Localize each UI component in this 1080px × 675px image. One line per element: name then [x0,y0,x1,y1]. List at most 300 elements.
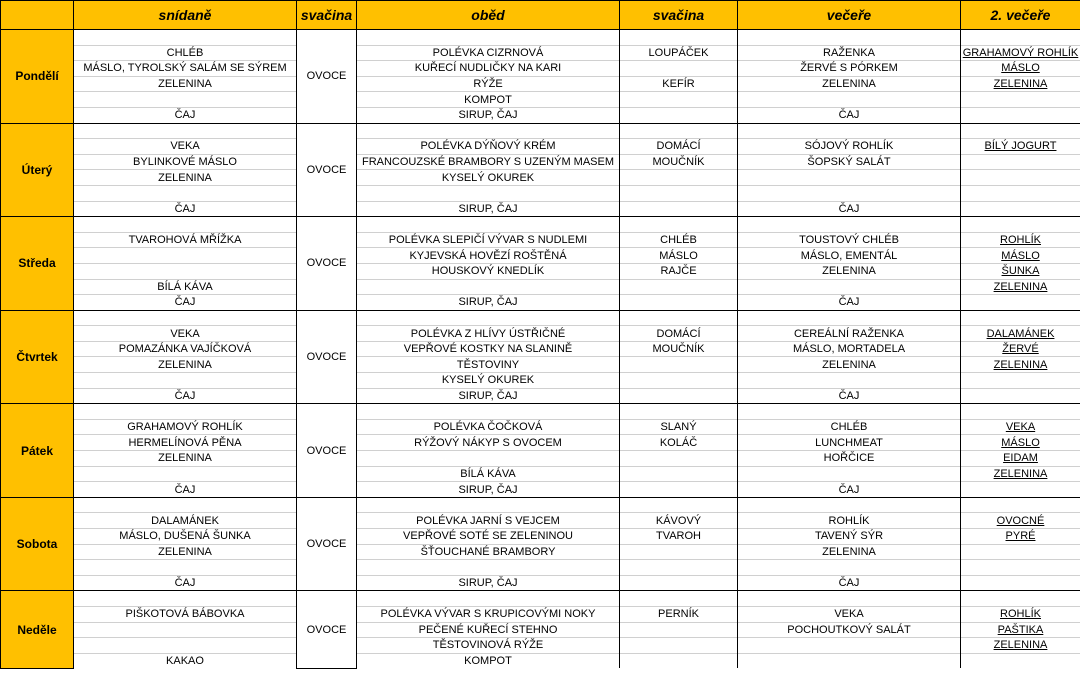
header-row [1,1,1080,30]
second-dinner-text: DALAMÁNEK [986,327,1055,340]
second-dinner-cell [961,217,1080,233]
menu-row [1,154,1080,170]
dinner-cell [738,622,961,638]
lunch-text: POLÉVKA ČOČKOVÁ [433,421,543,434]
lunch-cell [357,248,620,264]
menu-row [1,529,1080,545]
breakfast-cell [74,310,297,326]
second-dinner-text: MÁSLO [1001,62,1040,75]
dinner-text: ŠOPSKÝ SALÁT [807,156,891,169]
breakfast-text: PIŠKOTOVÁ BÁBOVKA [125,608,245,621]
dinner-text: ZELENINA [822,78,876,91]
menu-row [1,388,1080,404]
breakfast-cell [74,154,297,170]
menu-row [1,123,1080,139]
breakfast-cell [74,341,297,357]
breakfast-cell [74,638,297,654]
breakfast-text: TVAROHOVÁ MŘÍŽKA [128,234,242,247]
breakfast-cell [74,357,297,373]
lunch-text: KUŘECÍ NUDLIČKY NA KARI [414,62,562,75]
lunch-text: POLÉVKA SLEPIČÍ VÝVAR S NUDLEMI [388,234,588,247]
snack-cell [620,591,738,607]
breakfast-cell [74,373,297,389]
lunch-text: KOMPOT [464,93,512,106]
second-dinner-text: VEKA [1005,421,1036,434]
snack-cell [620,326,738,342]
snack-cell [620,575,738,591]
lunch-cell [357,638,620,654]
second-dinner-cell [961,61,1080,77]
snack-cell [620,560,738,576]
breakfast-text: BYLINKOVÉ MÁSLO [133,156,237,169]
breakfast-text: BÍLÁ KÁVA [157,280,213,293]
dinner-cell [738,404,961,420]
snack-cell [620,638,738,654]
snack-text: KEFÍR [662,78,695,91]
second-dinner-text: GRAHAMOVÝ ROHLÍK [962,46,1079,59]
snack-cell [620,107,738,123]
lunch-cell [357,451,620,467]
breakfast-cell [74,419,297,435]
day-label-sunday: Neděle [1,591,74,668]
menu-row [1,606,1080,622]
lunch-cell [357,45,620,61]
breakfast-text: DALAMÁNEK [151,514,219,527]
lunch-text: VEPŘOVÉ KOSTKY NA SLANINĚ [403,343,573,356]
lunch-text: SIRUP, ČAJ [458,109,518,122]
lunch-text: HOUSKOVÝ KNEDLÍK [431,265,545,278]
second-dinner-cell [961,466,1080,482]
snack-cell [620,217,738,233]
dinner-text: CHLÉB [830,421,868,434]
breakfast-cell [74,201,297,217]
lunch-text: POLÉVKA CIZRNOVÁ [432,46,544,59]
second-dinner-cell [961,513,1080,529]
lunch-cell [357,482,620,498]
snack-text: DOMÁCÍ [656,327,701,340]
lunch-cell [357,388,620,404]
breakfast-cell [74,451,297,467]
breakfast-text: ZELENINA [158,171,212,184]
lunch-cell [357,123,620,139]
second-dinner-cell [961,373,1080,389]
dinner-cell [738,107,961,123]
lunch-cell [357,185,620,201]
dinner-text: POCHOUTKOVÝ SALÁT [787,623,911,636]
breakfast-text: ČAJ [174,296,196,309]
menu-row [1,30,1080,46]
second-dinner-cell [961,154,1080,170]
second-dinner-text: PYRÉ [1005,530,1036,543]
breakfast-text: MÁSLO, DUŠENÁ ŠUNKA [119,530,251,543]
lunch-cell [357,513,620,529]
breakfast-cell [74,404,297,420]
dinner-text: ROHLÍK [828,514,870,527]
lunch-text: SIRUP, ČAJ [458,389,518,402]
snack-cell [620,30,738,46]
snack-cell [620,232,738,248]
breakfast-cell [74,92,297,108]
menu-row [1,373,1080,389]
dinner-text: ČAJ [838,483,860,496]
snack-cell [620,248,738,264]
breakfast-cell [74,61,297,77]
dinner-cell [738,482,961,498]
menu-row [1,638,1080,654]
breakfast-cell [74,529,297,545]
breakfast-text: VEKA [170,327,200,340]
lunch-cell [357,310,620,326]
dinner-cell [738,217,961,233]
snack-text: RAJČE [660,265,697,278]
second-dinner-text: ZELENINA [993,467,1048,480]
dinner-cell [738,248,961,264]
snack-cell [620,497,738,513]
dinner-cell [738,326,961,342]
dinner-cell [738,201,961,217]
menu-row [1,497,1080,513]
lunch-text: KYSELÝ OKUREK [441,374,535,387]
lunch-cell [357,30,620,46]
snack-text: MOUČNÍK [652,343,705,356]
second-dinner-cell [961,357,1080,373]
lunch-cell [357,529,620,545]
snack-cell [620,45,738,61]
second-dinner-cell [961,310,1080,326]
dinner-cell [738,497,961,513]
second-dinner-cell [961,622,1080,638]
snack-text: TVAROH [655,530,702,543]
breakfast-text: ČAJ [174,483,196,496]
snack-cell [620,295,738,311]
lunch-text: KYSELÝ OKUREK [441,171,535,184]
second-dinner-cell [961,419,1080,435]
dinner-cell [738,279,961,295]
snack-cell [620,357,738,373]
lunch-cell [357,326,620,342]
second-dinner-cell [961,45,1080,61]
breakfast-cell [74,466,297,482]
lunch-text: SIRUP, ČAJ [458,577,518,590]
breakfast-cell [74,435,297,451]
second-dinner-cell [961,232,1080,248]
header-second-dinner: 2. večeře [961,1,1080,30]
second-dinner-text: ZELENINA [993,358,1048,371]
dinner-cell [738,310,961,326]
breakfast-cell [74,185,297,201]
snack-cell [620,139,738,155]
dinner-text: TAVENÝ SÝR [814,530,884,543]
breakfast-cell [74,653,297,668]
snack-cell [620,170,738,186]
menu-row [1,92,1080,108]
breakfast-text: ČAJ [174,389,196,402]
breakfast-cell [74,248,297,264]
dinner-cell [738,232,961,248]
breakfast-cell [74,388,297,404]
snack-cell [620,373,738,389]
second-dinner-cell [961,435,1080,451]
menu-row [1,107,1080,123]
day-label-wednesday: Středa [1,217,74,311]
morning-snack-cell: OVOCE [297,30,357,124]
morning-snack-cell: OVOCE [297,217,357,311]
lunch-cell [357,622,620,638]
dinner-cell [738,123,961,139]
lunch-cell [357,653,620,668]
second-dinner-cell [961,560,1080,576]
second-dinner-text: ZELENINA [993,639,1048,652]
second-dinner-cell [961,170,1080,186]
day-label-friday: Pátek [1,404,74,498]
header-corner [1,1,74,30]
snack-cell [620,154,738,170]
menu-row [1,404,1080,420]
second-dinner-cell [961,201,1080,217]
dinner-cell [738,435,961,451]
breakfast-cell [74,170,297,186]
dinner-text: RAŽENKA [823,46,875,59]
lunch-text: KOMPOT [464,655,512,668]
menu-row [1,341,1080,357]
day-label-monday: Pondělí [1,30,74,124]
breakfast-text: ZELENINA [158,452,212,465]
breakfast-text: HERMELÍNOVÁ PĚNA [128,436,242,449]
dinner-text: ČAJ [838,202,860,215]
dinner-cell [738,451,961,467]
menu-row [1,263,1080,279]
lunch-text: ŠŤOUCHANÉ BRAMBORY [420,545,556,558]
dinner-text: ZELENINA [822,358,876,371]
lunch-cell [357,76,620,92]
breakfast-cell [74,295,297,311]
dinner-text: ČAJ [838,389,860,402]
dinner-cell [738,529,961,545]
menu-row [1,622,1080,638]
lunch-text: SIRUP, ČAJ [458,296,518,309]
lunch-text: POLÉVKA VÝVAR S KRUPICOVÝMI NOKY [380,608,596,621]
snack-cell [620,263,738,279]
snack-text: PERNÍK [658,608,699,621]
menu-row [1,591,1080,607]
lunch-text: SIRUP, ČAJ [458,202,518,215]
dinner-text: TOUSTOVÝ CHLÉB [799,234,899,247]
menu-row [1,419,1080,435]
second-dinner-cell [961,248,1080,264]
second-dinner-cell [961,388,1080,404]
dinner-text: MÁSLO, MORTADELA [792,343,906,356]
breakfast-cell [74,217,297,233]
morning-snack-cell: OVOCE [297,497,357,591]
second-dinner-cell [961,123,1080,139]
dinner-cell [738,61,961,77]
snack-cell [620,482,738,498]
dinner-text: MÁSLO, EMENTÁL [800,249,898,262]
second-dinner-text: EIDAM [1003,452,1038,465]
breakfast-cell [74,232,297,248]
breakfast-text: ČAJ [174,577,196,590]
second-dinner-text: BÍLÝ JOGURT [984,140,1057,153]
lunch-cell [357,279,620,295]
lunch-cell [357,154,620,170]
snack-text: KOLÁČ [659,436,698,449]
dinner-cell [738,466,961,482]
dinner-cell [738,154,961,170]
dinner-cell [738,76,961,92]
dinner-text: ČAJ [838,109,860,122]
menu-row [1,544,1080,560]
day-label-thursday: Čtvrtek [1,310,74,404]
second-dinner-cell [961,185,1080,201]
menu-row [1,513,1080,529]
snack-cell [620,279,738,295]
second-dinner-text: ŽERVÉ [1002,343,1039,356]
second-dinner-text: MÁSLO [1001,436,1040,449]
dinner-cell [738,170,961,186]
snack-cell [620,435,738,451]
dinner-cell [738,30,961,46]
snack-cell [620,622,738,638]
breakfast-cell [74,139,297,155]
menu-row [1,466,1080,482]
lunch-text: SIRUP, ČAJ [458,483,518,496]
second-dinner-text: ZELENINA [993,280,1048,293]
snack-cell [620,419,738,435]
breakfast-cell [74,622,297,638]
menu-row [1,451,1080,467]
snack-cell [620,388,738,404]
dinner-cell [738,638,961,654]
lunch-cell [357,373,620,389]
breakfast-cell [74,513,297,529]
second-dinner-cell [961,653,1080,668]
snack-cell [620,185,738,201]
snack-cell [620,466,738,482]
lunch-cell [357,357,620,373]
lunch-text: RÝŽE [473,78,503,91]
morning-snack-cell: OVOCE [297,404,357,498]
second-dinner-cell [961,575,1080,591]
dinner-cell [738,263,961,279]
second-dinner-text: ŠUNKA [1001,265,1040,278]
header-breakfast: snídaně [74,1,297,30]
menu-row [1,357,1080,373]
snack-text: SLANÝ [660,421,697,434]
dinner-text: VEKA [834,608,864,621]
header-snack-afternoon: svačina [620,1,738,30]
lunch-cell [357,606,620,622]
breakfast-cell [74,263,297,279]
lunch-cell [357,295,620,311]
dinner-text: ZELENINA [822,265,876,278]
breakfast-text: ČAJ [174,109,196,122]
snack-cell [620,451,738,467]
second-dinner-cell [961,107,1080,123]
dinner-cell [738,92,961,108]
snack-cell [620,61,738,77]
header-dinner: večeře [738,1,961,30]
second-dinner-cell [961,529,1080,545]
breakfast-text: GRAHAMOVÝ ROHLÍK [127,421,243,434]
second-dinner-cell [961,544,1080,560]
lunch-cell [357,497,620,513]
lunch-text: POLÉVKA DÝŇOVÝ KRÉM [420,140,556,153]
second-dinner-cell [961,591,1080,607]
breakfast-text: ZELENINA [158,78,212,91]
dinner-cell [738,373,961,389]
menu-row [1,185,1080,201]
second-dinner-text: ROHLÍK [1000,608,1041,621]
lunch-cell [357,591,620,607]
breakfast-cell [74,606,297,622]
lunch-cell [357,466,620,482]
breakfast-text: KAKAO [166,655,204,668]
menu-row [1,61,1080,77]
snack-cell [620,310,738,326]
lunch-cell [357,560,620,576]
lunch-cell [357,92,620,108]
lunch-text: BÍLÁ KÁVA [460,467,516,480]
breakfast-cell [74,45,297,61]
breakfast-cell [74,482,297,498]
menu-row [1,326,1080,342]
menu-row [1,295,1080,311]
lunch-cell [357,419,620,435]
breakfast-cell [74,575,297,591]
second-dinner-cell [961,482,1080,498]
dinner-cell [738,606,961,622]
lunch-cell [357,263,620,279]
breakfast-cell [74,591,297,607]
dinner-cell [738,139,961,155]
snack-text: LOUPÁČEK [648,46,709,59]
second-dinner-cell [961,295,1080,311]
dinner-cell [738,591,961,607]
menu-row [1,45,1080,61]
menu-row [1,232,1080,248]
dinner-cell [738,560,961,576]
dinner-text: CEREÁLNÍ RAŽENKA [793,327,905,340]
dinner-text: ČAJ [838,577,860,590]
menu-row [1,217,1080,233]
dinner-text: LUNCHMEAT [815,436,883,449]
menu-row [1,279,1080,295]
menu-row [1,170,1080,186]
second-dinner-cell [961,139,1080,155]
second-dinner-text: MÁSLO [1001,249,1040,262]
snack-cell [620,76,738,92]
lunch-text: POLÉVKA Z HLÍVY ÚSTŘIČNÉ [410,327,566,340]
breakfast-cell [74,30,297,46]
breakfast-cell [74,544,297,560]
lunch-cell [357,435,620,451]
header-lunch: oběd [357,1,620,30]
snack-text: MOUČNÍK [652,156,705,169]
lunch-text: PEČENÉ KUŘECÍ STEHNO [418,623,558,636]
snack-cell [620,201,738,217]
dinner-cell [738,544,961,560]
menu-row [1,575,1080,591]
morning-snack-cell: OVOCE [297,123,357,217]
lunch-cell [357,217,620,233]
breakfast-text: CHLÉB [166,46,204,59]
snack-cell [620,341,738,357]
breakfast-text: ZELENINA [158,545,212,558]
menu-row [1,248,1080,264]
breakfast-text: VEKA [170,140,200,153]
breakfast-cell [74,107,297,123]
snack-text: MÁSLO [659,249,698,262]
